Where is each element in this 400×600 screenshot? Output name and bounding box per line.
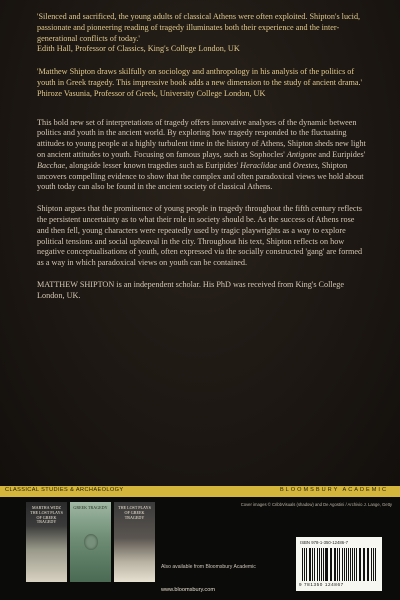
barcode-stripe xyxy=(306,548,307,581)
blurb-text: , alongside lesser known tragedies such as Euripides' xyxy=(65,160,241,170)
related-book-title: MARTHA WIDZ THE LOST PLAYS OF GREEK TRAGEDY xyxy=(30,505,63,525)
author-bio: MATTHEW SHIPTON is an independent scholar. His PhD was received from King's College London, UK. xyxy=(37,279,345,300)
play-title: Heraclidae xyxy=(240,160,277,170)
blurb-text: This bold new set of interpretations of tragedy offers innovative analyses of the dynamic between politics and youth in the ancient world. By exploring how tragedy responded to the fluctuating attitudes to young people at a highly turbulent time in the history of Athens, Shipton sheds new light on ancient attitudes to youth. Focusing on famous plays, such as Sophocles' xyxy=(37,117,366,159)
blurb-text: and Euripides' xyxy=(316,149,366,159)
barcode-numbers: 9 781350 124867 xyxy=(299,582,344,587)
barcode xyxy=(296,537,382,591)
quote-text: 'Matthew Shipton draws skilfully on sociology and anthropology in his analysis of the politics of youth in Greek tragedy. This impressive book adds a new dimension to the study of ancient drama.' xyxy=(37,67,363,87)
barcode-stripe xyxy=(344,548,345,581)
endorsement-quote xyxy=(37,67,367,99)
blurb-text: and xyxy=(277,160,293,170)
play-title: Antigone xyxy=(286,149,317,159)
footer-panel xyxy=(0,486,400,600)
barcode-stripe xyxy=(350,548,351,581)
related-book-cover xyxy=(114,502,155,582)
mask-icon xyxy=(84,534,98,550)
barcode-stripe xyxy=(356,548,357,581)
barcode-stripe xyxy=(337,548,338,581)
barcode-stripe xyxy=(364,548,365,581)
publisher-label: BLOOMSBURY ACADEMIC xyxy=(279,487,388,493)
play-title: Orestes xyxy=(292,160,318,170)
barcode-stripe xyxy=(331,548,332,581)
barcode-stripe xyxy=(319,548,320,581)
blurb-text: , Shipton uncovers compelling evidence to show that the complex and often paradoxical views we hold about youth today can also be found in the ancient society of classical Athens. xyxy=(37,160,364,192)
barcode-stripe xyxy=(371,548,372,581)
endorsement-quote xyxy=(37,12,367,55)
also-available-text: Also available from Bloomsbury Academic xyxy=(161,564,256,570)
related-book-title: THE LOST PLAYS OF GREEK TRAGEDY xyxy=(118,505,151,520)
website-link: www.bloomsbury.com xyxy=(161,587,215,593)
barcode-stripe xyxy=(326,548,327,581)
blurb-paragraph xyxy=(37,118,367,194)
barcode-stripe xyxy=(342,548,343,581)
related-book-title: GREEK TRAGEDY xyxy=(73,505,108,510)
barcode-stripe xyxy=(312,548,313,581)
related-book-cover xyxy=(70,502,111,582)
category-bar xyxy=(0,486,400,497)
barcode-stripe xyxy=(375,548,376,581)
barcode-stripe xyxy=(317,548,318,581)
play-title: Bacchae xyxy=(37,160,66,170)
barcode-stripe xyxy=(363,548,364,581)
isbn-label: ISBN 978-1-350-12486-7 xyxy=(300,540,349,545)
cover-credits: Cover images © CribbVisuals (shadow) and De Agostini / Archivio J. Lange, Getty xyxy=(240,502,392,507)
text-area xyxy=(37,12,367,313)
category-label: CLASSICAL STUDIES & ARCHAEOLOGY xyxy=(5,487,124,493)
barcode-bars xyxy=(302,548,377,581)
quote-text: 'Silenced and sacrificed, the young adults of classical Athens were often exploited. Shipton's lucid, passionate and pioneering reading of tragedy illuminates both their experience and the inter-generational conflicts of today.' xyxy=(37,12,361,43)
quote-attribution: Phiroze Vasunia, Professor of Greek, University College London, UK xyxy=(37,88,266,98)
quote-attribution: Edith Hall, Professor of Classics, King's College London, UK xyxy=(37,44,240,54)
blurb-paragraph: Shipton argues that the prominence of young people in tragedy throughout the fifth century reflects the persistent uncertainty as to what their role in society should be. As the success of Athens rose and then fell, young characters were repeatedly used by tragic playwrights as a way to explore political tensions and social upheaval in the city. Throughout his text, Shipton reflects on how negative conceptualisations of youth, often expressed via the socially constructed 'gang' are formed as a way in which paradoxical views on youth can be contained. xyxy=(37,204,363,268)
related-book-cover xyxy=(26,502,67,582)
